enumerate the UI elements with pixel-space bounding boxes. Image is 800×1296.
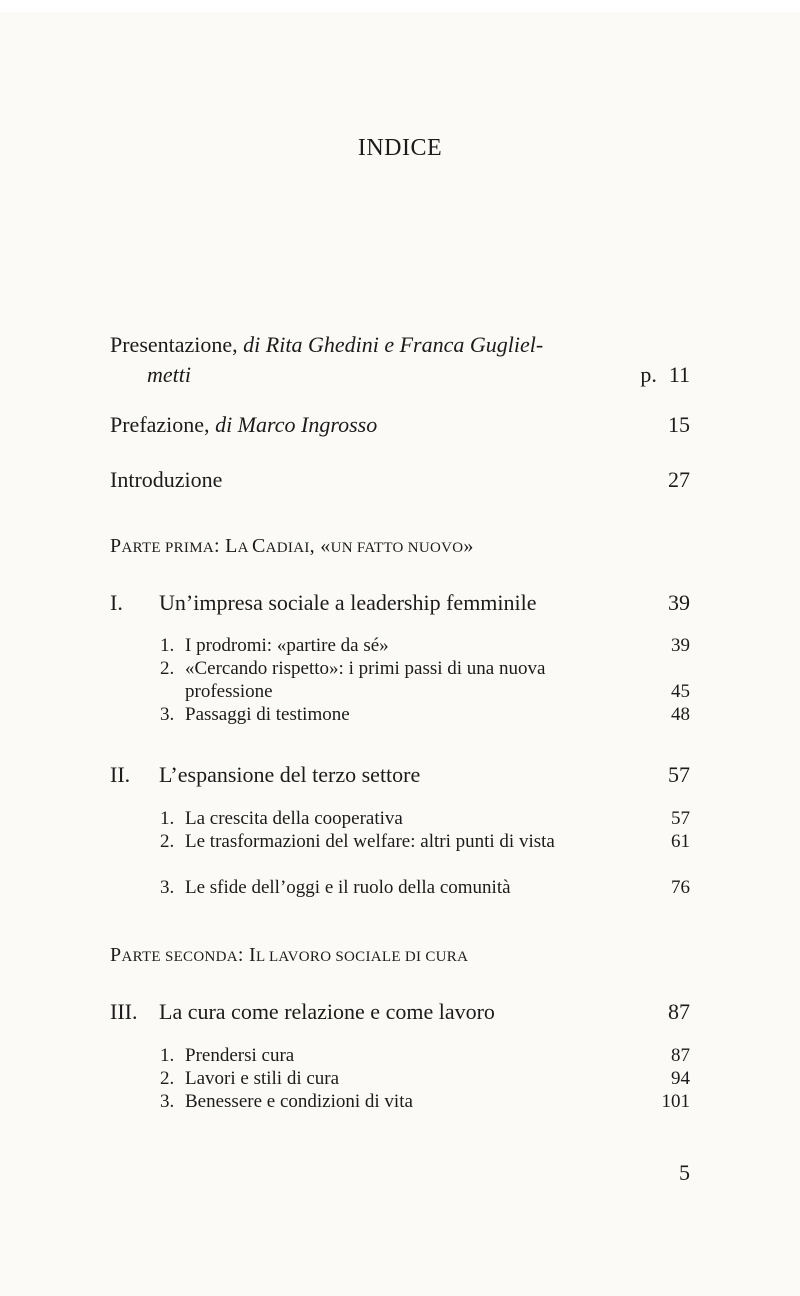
entry-text: Prefazione, (110, 412, 216, 437)
part-label: ADIAI (265, 540, 310, 556)
section-3-3 (160, 1090, 690, 1113)
section-2-3 (160, 876, 690, 899)
section-page: 48 (671, 704, 690, 725)
section-number: 2. (160, 831, 175, 852)
section-number: 2. (160, 658, 175, 679)
section-text: Le sfide dell’oggi e il ruolo della comunità (185, 877, 511, 898)
section-number: 1. (160, 808, 175, 829)
section-text: La crescita della cooperativa (185, 808, 403, 829)
section-page: 61 (671, 831, 690, 852)
section-page: 39 (671, 635, 690, 656)
section-2-2 (160, 830, 690, 853)
section-page: 101 (661, 1091, 690, 1112)
page-prefix: p. (640, 362, 657, 387)
section-number: 1. (160, 1045, 175, 1066)
entry-page: 15 (668, 412, 690, 437)
page-number: 11 (668, 362, 690, 387)
section-1-1 (160, 634, 690, 657)
section-number: 3. (160, 1091, 175, 1112)
entry-page: 27 (668, 467, 690, 492)
part-label: : L (213, 535, 238, 557)
section-1-2 (160, 657, 690, 703)
part-label: P (110, 535, 122, 557)
toc-entry-presentazione (110, 330, 690, 390)
part-label: ARTE PRIMA (121, 540, 214, 556)
entry-text: Introduzione (110, 467, 223, 492)
entry-author: di Rita Ghedini e Franca Gugliel- (243, 332, 544, 357)
page-title: INDICE (357, 135, 443, 161)
section-page: 45 (671, 681, 690, 702)
section-text: I prodromi: «partire da sé» (185, 635, 389, 656)
part-label: » (463, 535, 474, 557)
section-page: 57 (671, 808, 690, 829)
section-number: 3. (160, 877, 175, 898)
chapter-title: Un’impresa sociale a leadership femminile (159, 590, 537, 615)
page-number: 5 (679, 1160, 690, 1185)
part-label: : I (237, 944, 257, 966)
chapter-page: 87 (668, 999, 690, 1024)
chapter-title: La cura come relazione e come lavoro (159, 999, 495, 1024)
section-page: 76 (671, 877, 690, 898)
section-page: 87 (671, 1045, 690, 1066)
toc-entry-prefazione (110, 410, 690, 440)
section-text: Benessere e condizioni di vita (185, 1091, 413, 1112)
chapter-number: II. (110, 762, 131, 787)
entry-page (640, 360, 690, 390)
section-text: Prendersi cura (185, 1045, 295, 1066)
chapter-page: 57 (668, 762, 690, 787)
part-label: C (252, 535, 266, 557)
chapter-title: L’espansione del terzo settore (159, 762, 421, 787)
part-heading-seconda (110, 944, 468, 967)
part-heading-prima (110, 535, 474, 558)
section-text: Lavori e stili di cura (185, 1068, 340, 1089)
chapter-page: 39 (668, 590, 690, 615)
toc-entry-introduzione (110, 465, 690, 495)
chapter-number: I. (110, 590, 123, 615)
section-3-1 (160, 1044, 690, 1067)
part-label: P (110, 944, 122, 966)
page-top-edge (0, 0, 800, 12)
part-label: ARTE SECONDA (121, 949, 238, 965)
section-3-2 (160, 1067, 690, 1090)
part-label: , « (309, 535, 331, 557)
section-number: 2. (160, 1068, 175, 1089)
section-page: 94 (671, 1068, 690, 1089)
section-text: Le trasformazioni del welfare: altri punti di vista (185, 831, 555, 852)
part-label: UN FATTO NUOVO (330, 540, 464, 556)
section-number: 1. (160, 635, 175, 656)
part-label: L LAVORO SOCIALE DI CURA (256, 949, 469, 965)
part-label: A (237, 540, 253, 556)
entry-author: di Marco Ingrosso (215, 412, 378, 437)
section-2-1 (160, 807, 690, 830)
section-text: Passaggi di testimone (185, 704, 350, 725)
entry-text: Presentazione, (110, 332, 244, 357)
chapter-number: III. (110, 999, 138, 1024)
section-text: «Cercando rispetto»: i primi passi di una nuova professione (185, 658, 546, 702)
entry-author-continued: metti (147, 362, 191, 387)
section-1-3 (160, 703, 690, 726)
section-number: 3. (160, 704, 175, 725)
